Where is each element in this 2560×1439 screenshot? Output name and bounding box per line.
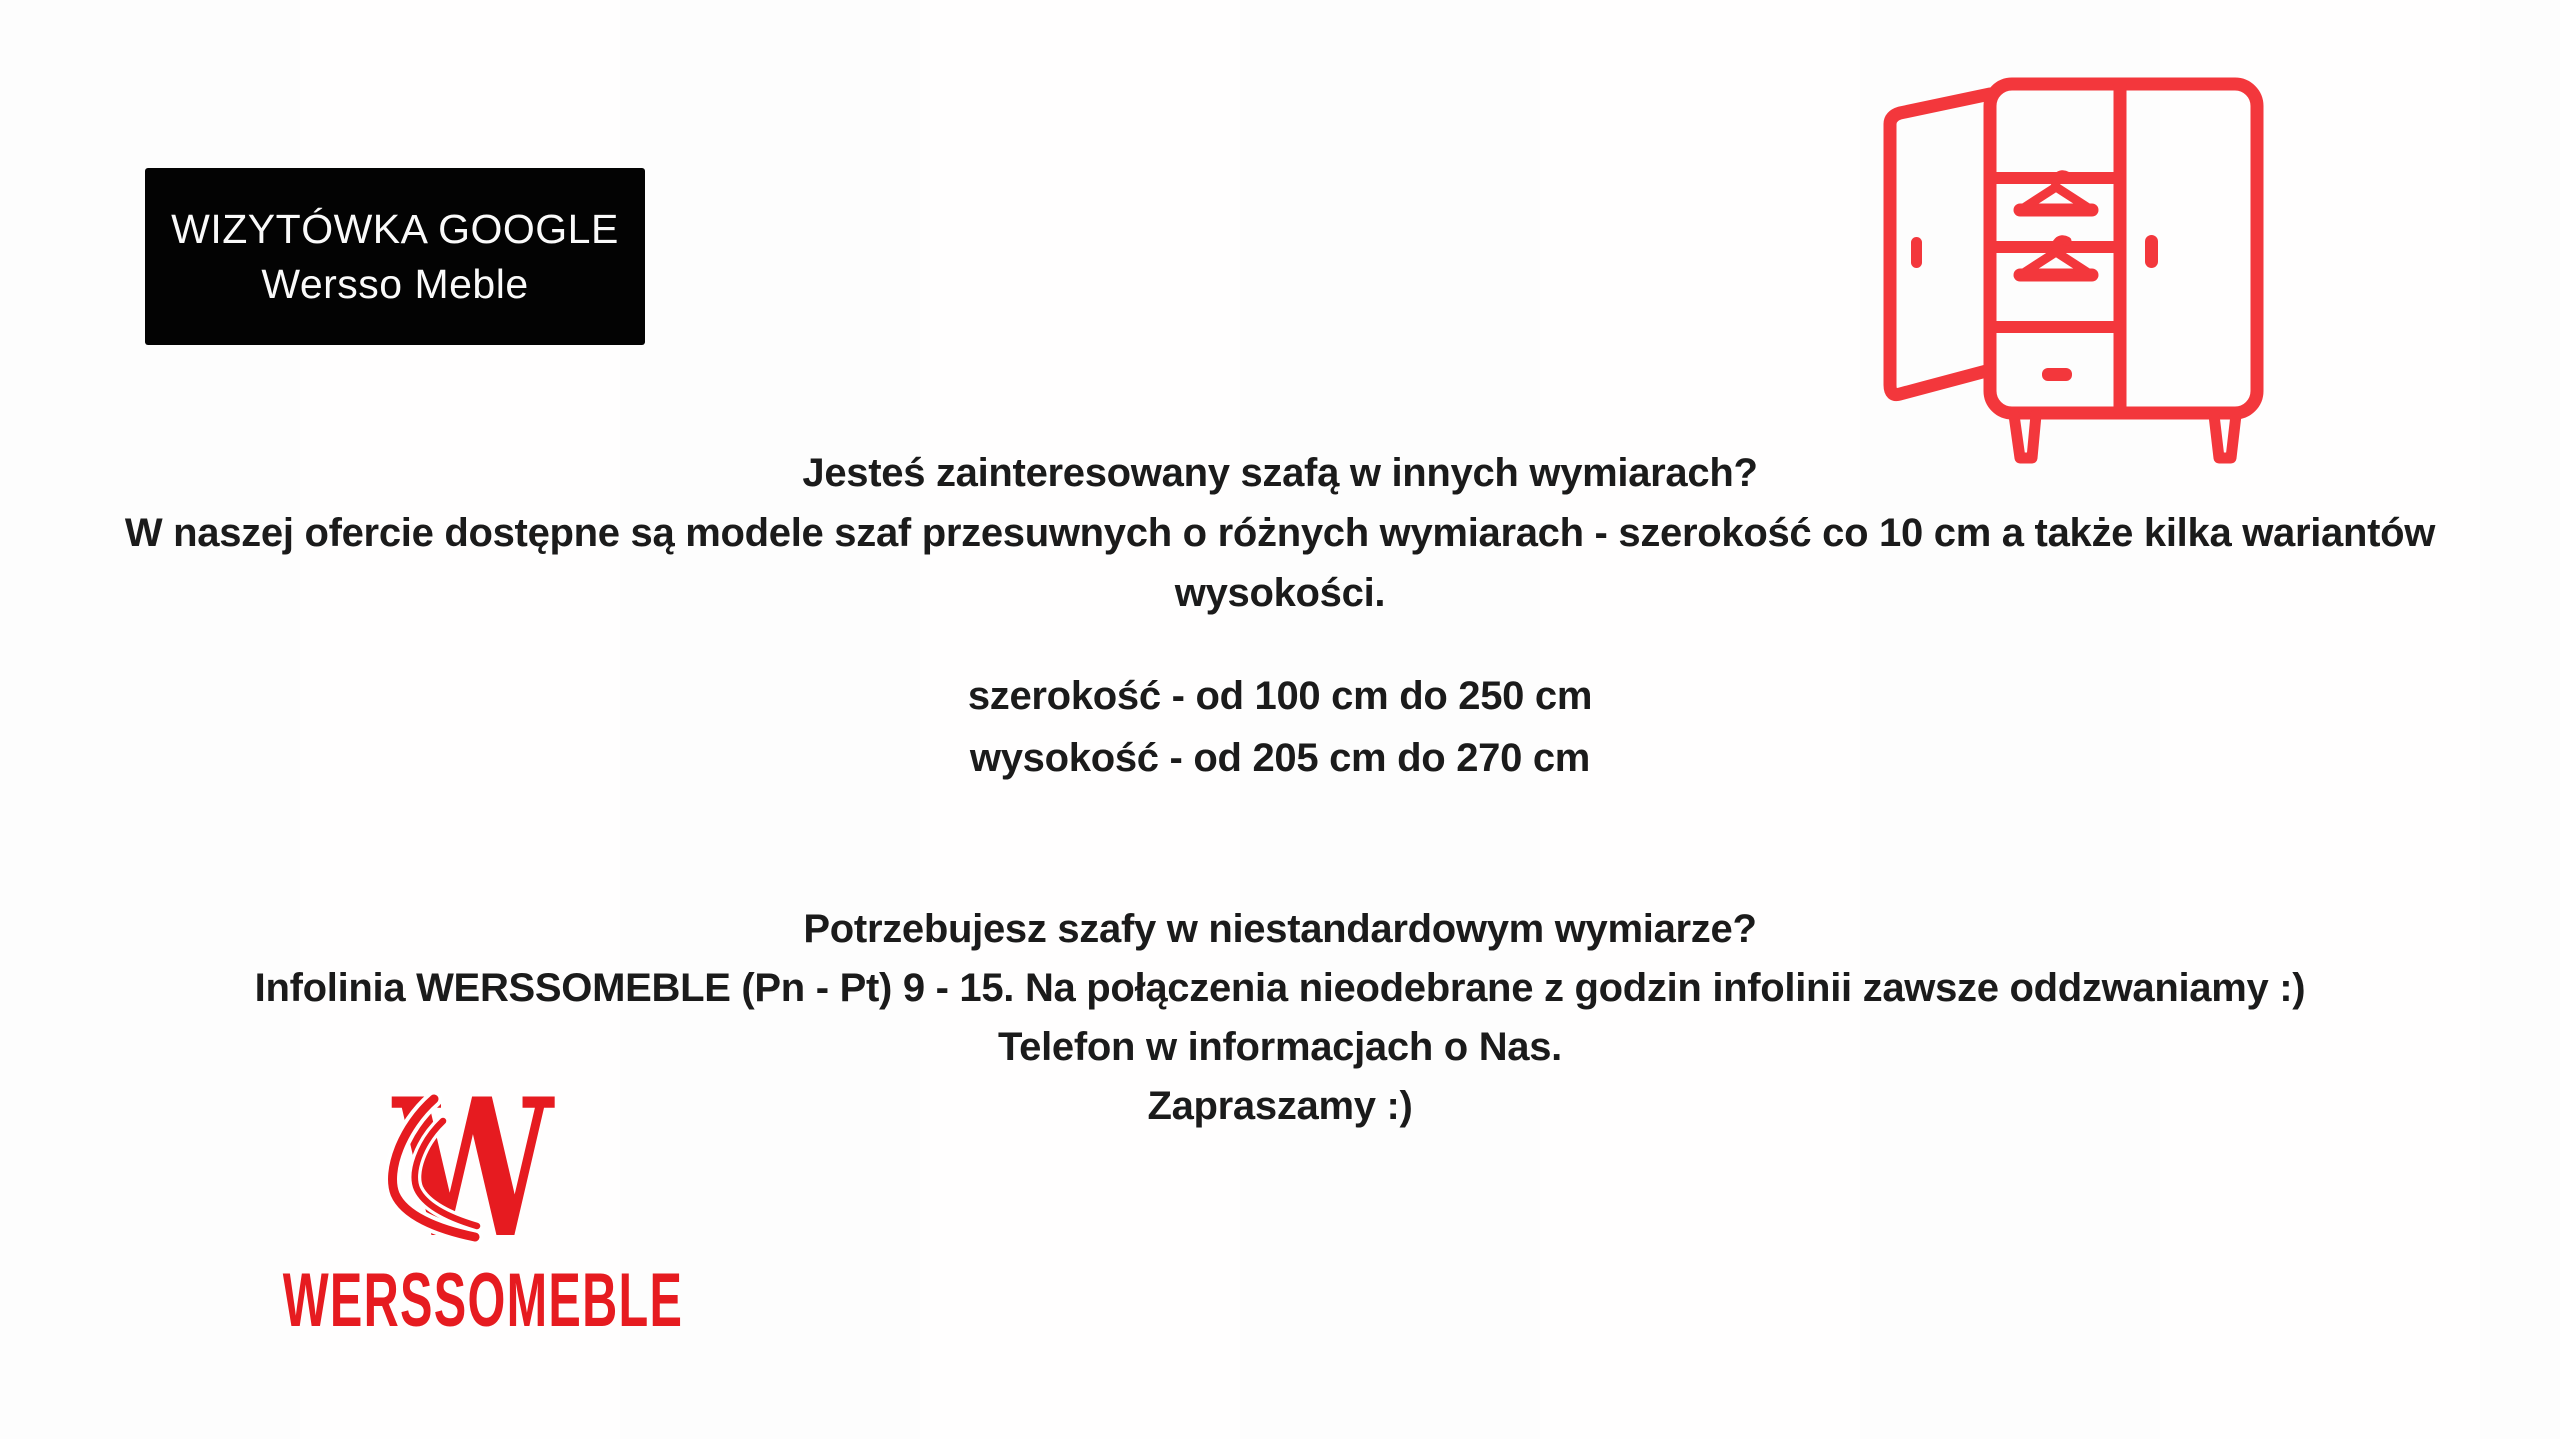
badge-title: WIZYTÓWKA GOOGLE [171,205,619,252]
custom-size-question: Potrzebujesz szafy w niestandardowym wymiarze? [803,907,1757,951]
intro-question: Jesteś zainteresowany szafą w innych wymiarach? [802,451,1758,495]
welcome-note: Zapraszamy :) [1147,1084,1413,1128]
badge-subtitle: Wersso Meble [261,260,529,307]
wardrobe-icon [1880,66,2265,466]
phone-info: Telefon w informacjach o Nas. [997,1025,1562,1069]
google-business-card-badge [145,168,645,345]
intro-offer-wrap: wysokości. [1174,571,1386,615]
werssomeble-wordmark: WERSSOMEBLE [282,1258,683,1343]
dimension-ranges [0,665,2560,789]
hotline-info: Infolinia WERSSOMEBLE (Pn - Pt) 9 - 15. Na połączenia nieodebrane z godzin infolinii zawsze oddzwaniamy :) [254,966,2306,1010]
intro-offer-line: W naszej ofercie dostępne są modele szaf przesuwnych o różnych wymiarach - szerokość co 10 cm a także kilka wariantów [124,511,2436,555]
monogram-letter: W [392,1056,554,1281]
intro-paragraph [0,443,2560,623]
werssomeble-logo [282,1056,683,1343]
height-range: wysokość - od 205 cm do 270 cm [969,736,1591,780]
width-range: szerokość - od 100 cm do 250 cm [967,674,1593,718]
werssomeble-monogram-icon [380,1056,580,1281]
